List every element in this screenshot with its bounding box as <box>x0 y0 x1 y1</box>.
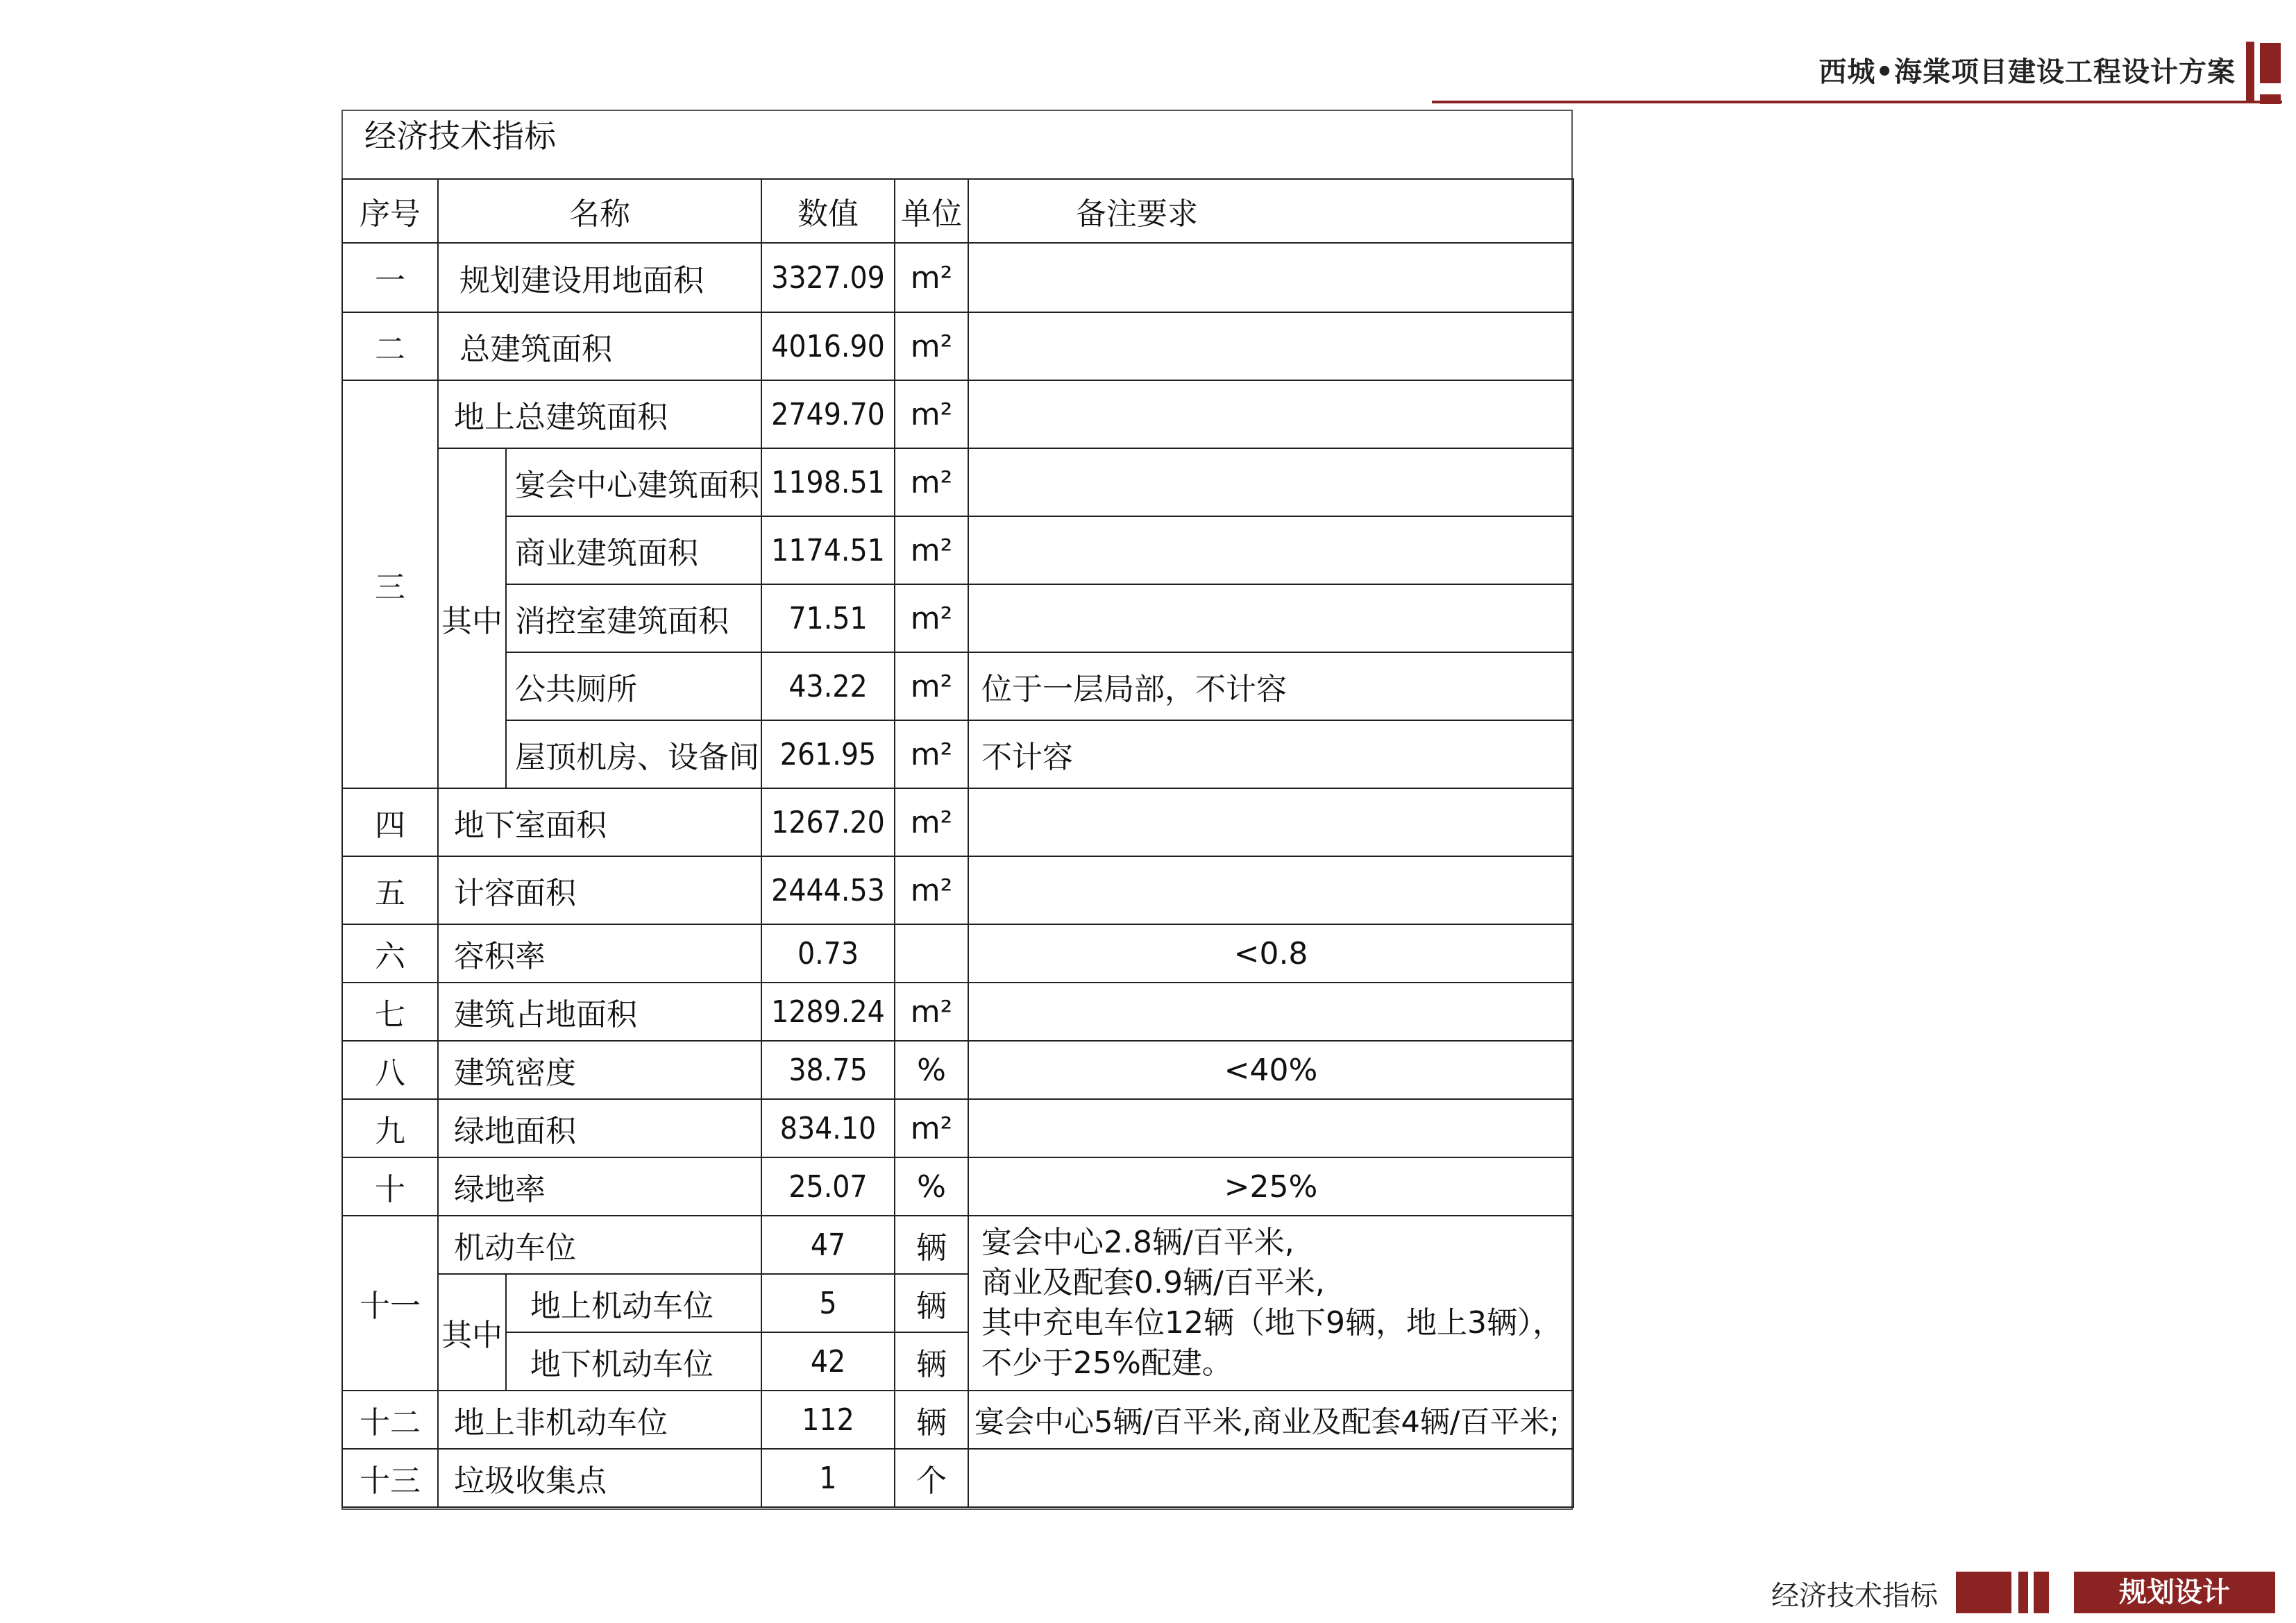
row-unit: m² <box>895 516 968 584</box>
row-index: 六 <box>342 924 438 983</box>
row-unit: 辆 <box>895 1391 968 1449</box>
row-index: 十二 <box>342 1391 438 1449</box>
row-index: 二 <box>342 312 438 380</box>
table-row <box>342 243 1573 312</box>
row-value: 38.75 <box>761 1041 895 1099</box>
col-header-value: 数值 <box>761 179 895 243</box>
row-unit: % <box>895 1157 968 1216</box>
table-row <box>342 312 1573 380</box>
row-value: 2444.53 <box>761 856 895 924</box>
row-unit: m² <box>895 448 968 516</box>
row-note <box>968 516 1573 584</box>
row-note <box>968 243 1573 312</box>
row-note <box>968 1449 1573 1507</box>
row-value: 834.10 <box>761 1099 895 1157</box>
row-unit: m² <box>895 380 968 448</box>
table-row <box>342 652 1573 720</box>
note-line: 其中充电车位12辆（地下9辆，地上3辆）， <box>981 1305 1563 1341</box>
sub-group-label: 其中 <box>438 1274 506 1391</box>
row-value: 261.95 <box>761 720 895 788</box>
row-name: 地下室面积 <box>438 788 761 856</box>
row-value: 4016.90 <box>761 312 895 380</box>
footer-accent-block <box>1956 1572 2011 1613</box>
row-note <box>968 788 1573 856</box>
row-name: 地上总建筑面积 <box>438 380 761 448</box>
col-header-note: 备注要求 <box>968 179 1573 243</box>
row-unit: m² <box>895 1099 968 1157</box>
header-accent-block-small <box>2260 94 2281 104</box>
header-accent-block <box>2260 43 2281 83</box>
row-name: 机动车位 <box>438 1216 761 1274</box>
row-value: 47 <box>761 1216 895 1274</box>
row-note <box>968 380 1573 448</box>
row-note: <40% <box>968 1041 1573 1099</box>
table-row <box>342 380 1573 448</box>
row-value: 1267.20 <box>761 788 895 856</box>
row-unit: m² <box>895 720 968 788</box>
row-name: 总建筑面积 <box>438 312 761 380</box>
row-unit: 辆 <box>895 1216 968 1274</box>
table-row <box>342 720 1573 788</box>
row-note <box>968 584 1573 652</box>
sheet-title: 经济技术指标 <box>364 117 556 155</box>
row-unit: m² <box>895 243 968 312</box>
row-index: 五 <box>342 856 438 924</box>
table-row <box>342 584 1573 652</box>
row-name: 建筑占地面积 <box>438 983 761 1041</box>
row-value: 71.51 <box>761 584 895 652</box>
table-row <box>342 924 1573 983</box>
note-line: 宴会中心2.8辆/百平米, <box>981 1225 1294 1260</box>
table-row <box>342 788 1573 856</box>
table-row <box>342 983 1573 1041</box>
footer-accent-bar <box>2018 1572 2028 1613</box>
row-name: 地下机动车位 <box>506 1332 761 1391</box>
note-line: 不少于25%配建。 <box>981 1345 1233 1381</box>
row-unit: % <box>895 1041 968 1099</box>
row-unit: m² <box>895 983 968 1041</box>
row-name: 计容面积 <box>438 856 761 924</box>
row-value: 1289.24 <box>761 983 895 1041</box>
row-value: 42 <box>761 1332 895 1391</box>
table-row <box>342 1391 1573 1449</box>
row-name: 消控室建筑面积 <box>506 584 761 652</box>
row-unit: 辆 <box>895 1274 968 1332</box>
table-row <box>342 1216 1573 1274</box>
row-value: 1 <box>761 1449 895 1507</box>
row-unit: m² <box>895 652 968 720</box>
row-unit: m² <box>895 856 968 924</box>
sub-group-label: 其中 <box>438 448 506 788</box>
row-index: 七 <box>342 983 438 1041</box>
col-header-unit: 单位 <box>895 179 968 243</box>
table-header-row <box>342 179 1573 243</box>
row-note <box>968 448 1573 516</box>
table-row <box>342 856 1573 924</box>
row-name: 容积率 <box>438 924 761 983</box>
row-index: 九 <box>342 1099 438 1157</box>
table-row <box>342 1041 1573 1099</box>
row-value: 1174.51 <box>761 516 895 584</box>
row-unit: m² <box>895 312 968 380</box>
row-value: 43.22 <box>761 652 895 720</box>
row-value: 25.07 <box>761 1157 895 1216</box>
row-index: 三 <box>342 380 438 788</box>
table-row <box>342 1157 1573 1216</box>
table-row <box>342 516 1573 584</box>
row-name: 宴会中心建筑面积 <box>506 448 761 516</box>
row-value: 1198.51 <box>761 448 895 516</box>
row-name: 规划建设用地面积 <box>438 243 761 312</box>
row-note: >25% <box>968 1157 1573 1216</box>
row-note <box>968 1099 1573 1157</box>
row-index: 十一 <box>342 1216 438 1391</box>
document-title: 西城•海棠项目建设工程设计方案 <box>1818 56 2236 88</box>
col-header-name: 名称 <box>438 179 761 243</box>
row-index: 十三 <box>342 1449 438 1507</box>
row-note: 宴会中心5辆/百平米,商业及配套4辆/百平米; <box>968 1391 1573 1449</box>
row-unit: 辆 <box>895 1332 968 1391</box>
row-note <box>968 983 1573 1041</box>
row-index: 十 <box>342 1157 438 1216</box>
table-row <box>342 1099 1573 1157</box>
row-unit <box>895 924 968 983</box>
row-name: 绿地面积 <box>438 1099 761 1157</box>
col-header-index: 序号 <box>342 179 438 243</box>
row-note <box>968 856 1573 924</box>
row-value: 112 <box>761 1391 895 1449</box>
row-value: 5 <box>761 1274 895 1332</box>
row-index: 一 <box>342 243 438 312</box>
row-name: 公共厕所 <box>506 652 761 720</box>
row-name: 地上非机动车位 <box>438 1391 761 1449</box>
row-name: 商业建筑面积 <box>506 516 761 584</box>
row-value: 0.73 <box>761 924 895 983</box>
row-note-multiline <box>968 1216 1573 1391</box>
indicator-table <box>341 178 1574 1508</box>
row-note <box>968 312 1573 380</box>
footer-section-label: 经济技术指标 <box>1771 1580 1938 1612</box>
row-value: 3327.09 <box>761 243 895 312</box>
header-accent-bar <box>2246 42 2254 101</box>
row-name: 地上机动车位 <box>506 1274 761 1332</box>
note-line: 商业及配套0.9辆/百平米, <box>981 1265 1325 1300</box>
row-note: 不计容 <box>968 720 1573 788</box>
row-unit: m² <box>895 584 968 652</box>
row-value: 2749.70 <box>761 380 895 448</box>
row-index: 八 <box>342 1041 438 1099</box>
footer-accent-bar <box>2034 1572 2049 1613</box>
header-rule <box>1432 101 2282 103</box>
table-row <box>342 448 1573 516</box>
row-name: 建筑密度 <box>438 1041 761 1099</box>
row-note: <0.8 <box>968 924 1573 983</box>
row-name: 绿地率 <box>438 1157 761 1216</box>
footer-tag: 规划设计 <box>2074 1572 2275 1613</box>
row-unit: 个 <box>895 1449 968 1507</box>
row-name: 垃圾收集点 <box>438 1449 761 1507</box>
row-unit: m² <box>895 788 968 856</box>
table-row <box>342 1449 1573 1507</box>
row-name: 屋顶机房、设备间 <box>506 720 761 788</box>
row-note: 位于一层局部，不计容 <box>968 652 1573 720</box>
row-index: 四 <box>342 788 438 856</box>
